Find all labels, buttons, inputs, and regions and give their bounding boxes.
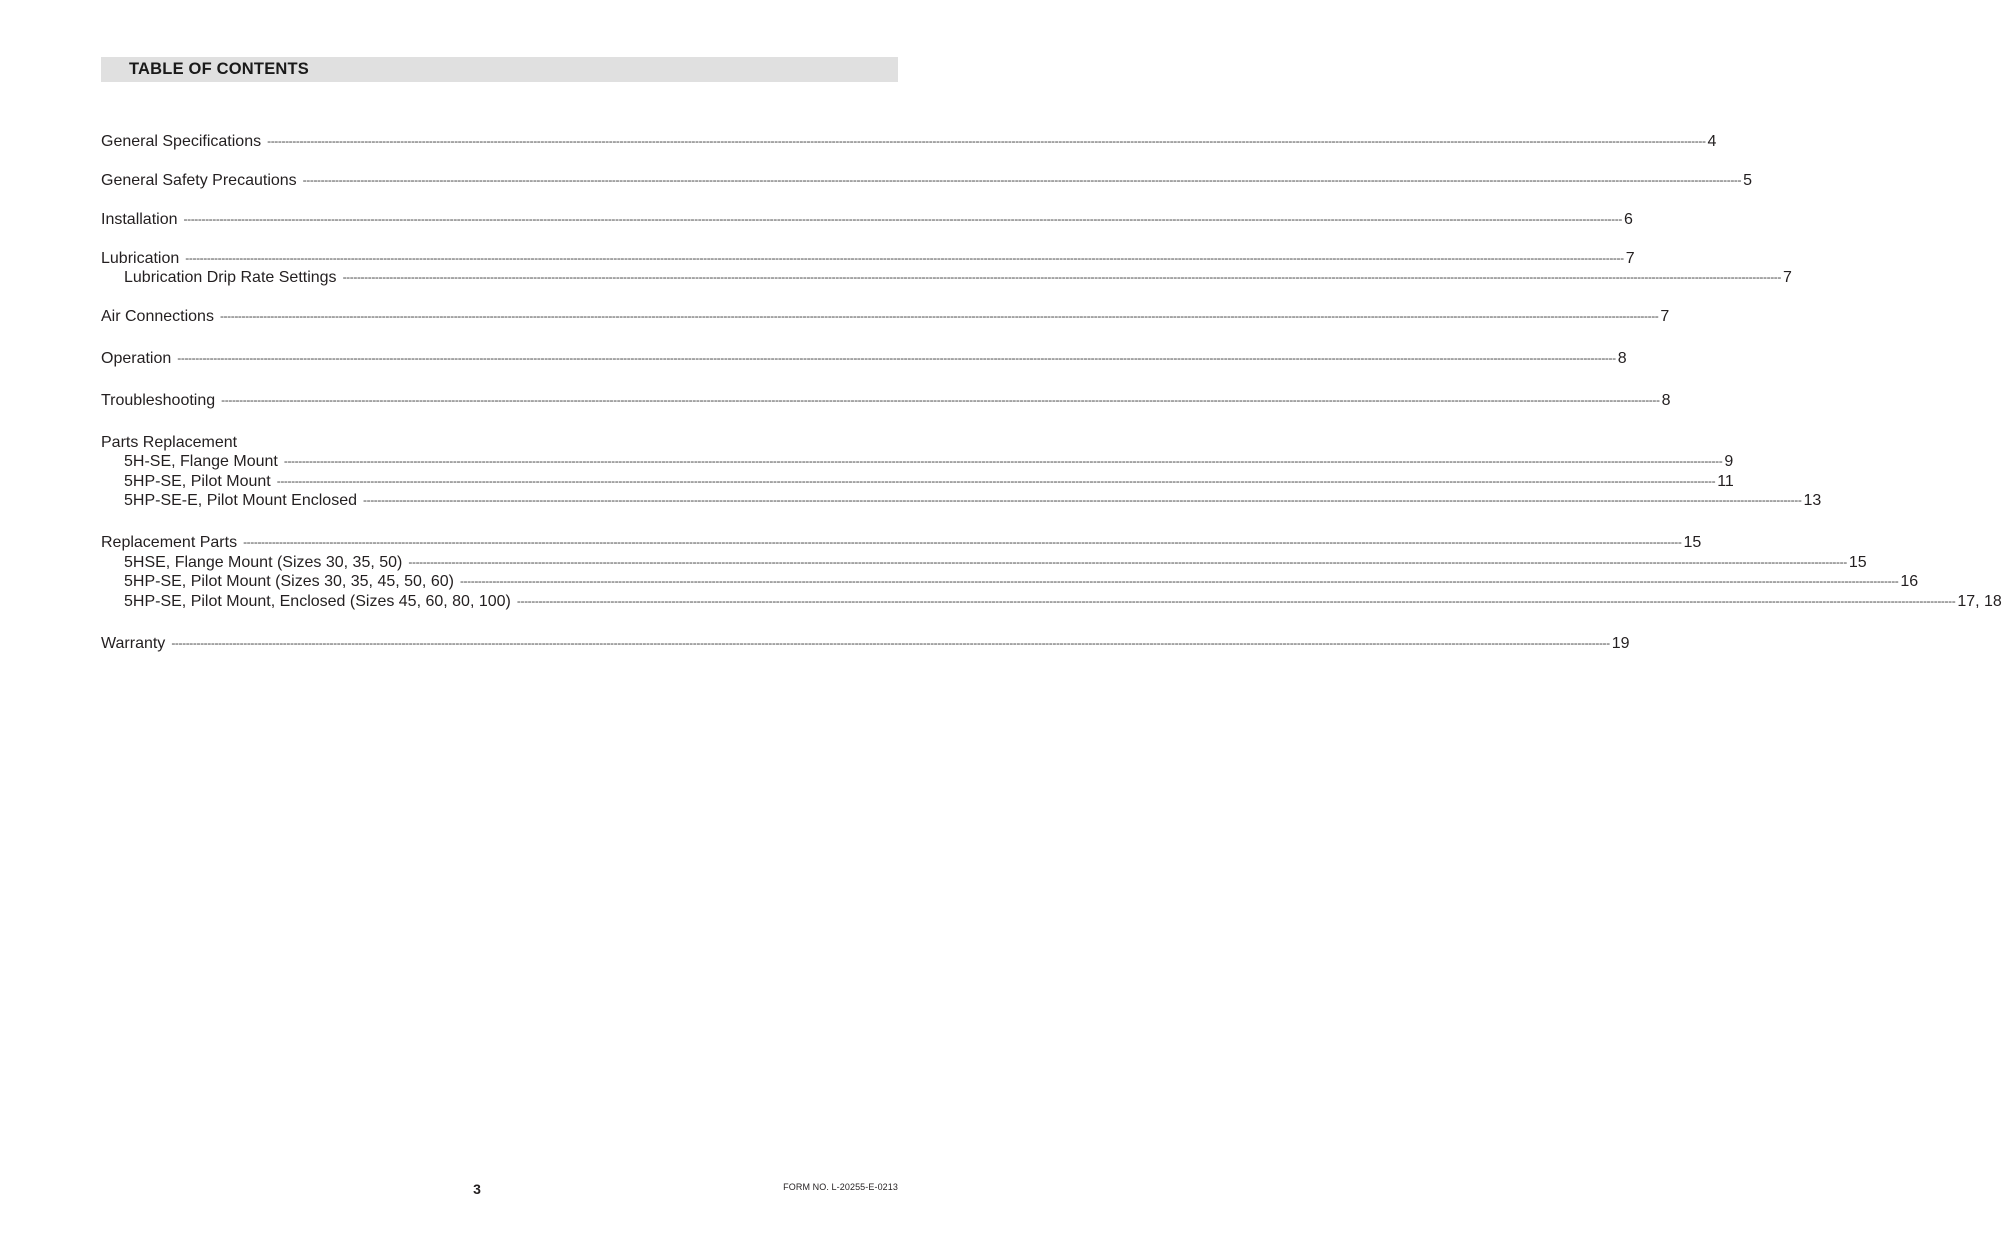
- toc-entry[interactable]: [101, 210, 1633, 230]
- toc-entry-label: Troubleshooting: [101, 392, 216, 409]
- dot-leader: ----------------------------------------------------------------------------------------------------------------------------------------------------------------------------------------------------------------------------------------------------------------------------------------------------------------------------------------------------------------------------------------------------------------: [219, 309, 1659, 323]
- toc-entry-label: General Safety Precautions: [101, 172, 297, 189]
- dot-leader: ----------------------------------------------------------------------------------------------------------------------------------------------------------------------------------------------------------------------------------------------------------------------------------------------------------------------------------------------------------------------------------------------------------------: [302, 173, 1742, 187]
- toc-entry[interactable]: [101, 391, 1671, 411]
- toc-entry-label: Operation: [101, 350, 172, 367]
- toc-subentry[interactable]: [124, 553, 1867, 573]
- page-title: TABLE OF CONTENTS: [129, 60, 310, 78]
- toc-entry[interactable]: [101, 132, 1717, 152]
- dot-leader: ----------------------------------------------------------------------------------------------------------------------------------------------------------------------------------------------------------------------------------------------------------------------------------------------------------------------------------------------------------------------------------------------------------------: [267, 134, 1706, 148]
- header-bar: [101, 57, 898, 82]
- toc-entry-page: 15: [1683, 534, 1702, 551]
- toc-entry[interactable]: [101, 171, 1753, 191]
- toc-entry[interactable]: [101, 533, 1702, 553]
- toc-entry[interactable]: [101, 307, 1670, 327]
- toc-entry-label: 5HP-SE, Pilot Mount: [124, 473, 271, 490]
- toc-entry-page: 19: [1611, 635, 1630, 652]
- toc-subentry[interactable]: [124, 592, 2002, 612]
- toc-entry-page: 11: [1717, 473, 1734, 490]
- toc-entry[interactable]: [101, 249, 1635, 269]
- toc-entry[interactable]: [101, 634, 1630, 654]
- toc-entry[interactable]: [101, 349, 1627, 369]
- toc-entry-label: 5HP-SE, Pilot Mount, Enclosed (Sizes 45, 60, 80, 100): [124, 593, 511, 610]
- dot-leader: ----------------------------------------------------------------------------------------------------------------------------------------------------------------------------------------------------------------------------------------------------------------------------------------------------------------------------------------------------------------------------------------------------------------: [183, 212, 1622, 226]
- toc-entry-page: 17, 18: [1957, 593, 2002, 610]
- dot-leader: ----------------------------------------------------------------------------------------------------------------------------------------------------------------------------------------------------------------------------------------------------------------------------------------------------------------------------------------------------------------------------------------------------------------: [185, 251, 1624, 265]
- toc-entry-page: 4: [1707, 133, 1717, 150]
- dot-leader: ----------------------------------------------------------------------------------------------------------------------------------------------------------------------------------------------------------------------------------------------------------------------------------------------------------------------------------------------------------------------------------------------------------------: [516, 594, 1956, 608]
- form-number: FORM NO. L-20255-E-0213: [783, 1182, 898, 1192]
- toc-entry-label: General Specifications: [101, 133, 262, 150]
- toc-entry-label: 5H-SE, Flange Mount: [124, 453, 278, 470]
- toc-entry-page: 5: [1743, 172, 1753, 189]
- toc-entry[interactable]: [101, 433, 883, 453]
- toc-entry-label: Parts Replacement: [101, 434, 238, 451]
- toc-subentry[interactable]: [124, 472, 1734, 492]
- toc-entry-label: Installation: [101, 211, 178, 228]
- toc-subentry[interactable]: [124, 452, 1734, 472]
- dot-leader: ----------------------------------------------------------------------------------------------------------------------------------------------------------------------------------------------------------------------------------------------------------------------------------------------------------------------------------------------------------------------------------------------------------------: [171, 636, 1610, 650]
- toc-entry-label: Lubrication Drip Rate Settings: [124, 269, 337, 286]
- dot-leader: ----------------------------------------------------------------------------------------------------------------------------------------------------------------------------------------------------------------------------------------------------------------------------------------------------------------------------------------------------------------------------------------------------------------: [342, 270, 1782, 284]
- toc-entry-label: Warranty: [101, 635, 166, 652]
- dot-leader: ----------------------------------------------------------------------------------------------------------------------------------------------------------------------------------------------------------------------------------------------------------------------------------------------------------------------------------------------------------------------------------------------------------------: [283, 454, 1723, 468]
- dot-leader: ----------------------------------------------------------------------------------------------------------------------------------------------------------------------------------------------------------------------------------------------------------------------------------------------------------------------------------------------------------------------------------------------------------------: [408, 555, 1847, 569]
- toc-entry-page: 8: [1661, 392, 1671, 409]
- toc-subentry[interactable]: [124, 572, 1919, 592]
- toc-entry-page: 16: [1900, 573, 1919, 590]
- toc-entry-label: 5HP-SE-E, Pilot Mount Enclosed: [124, 492, 357, 509]
- toc-entry-label: 5HP-SE, Pilot Mount (Sizes 30, 35, 45, 50, 60): [124, 573, 454, 590]
- dot-leader: ----------------------------------------------------------------------------------------------------------------------------------------------------------------------------------------------------------------------------------------------------------------------------------------------------------------------------------------------------------------------------------------------------------------: [459, 574, 1899, 588]
- dot-leader: ----------------------------------------------------------------------------------------------------------------------------------------------------------------------------------------------------------------------------------------------------------------------------------------------------------------------------------------------------------------------------------------------------------------: [177, 351, 1616, 365]
- toc-entry-page: 6: [1623, 211, 1633, 228]
- toc-entry-label: Replacement Parts: [101, 534, 238, 551]
- toc-subentry[interactable]: [124, 268, 1792, 288]
- toc-entry-page: 13: [1803, 492, 1822, 509]
- toc-entry-label: Air Connections: [101, 308, 214, 325]
- page-number: 3: [473, 1181, 481, 1197]
- toc-entry-page: 7: [1660, 308, 1670, 325]
- toc-subentry[interactable]: [124, 491, 1822, 511]
- dot-leader: ----------------------------------------------------------------------------------------------------------------------------------------------------------------------------------------------------------------------------------------------------------------------------------------------------------------------------------------------------------------------------------------------------------------: [243, 535, 1682, 549]
- dot-leader: ----------------------------------------------------------------------------------------------------------------------------------------------------------------------------------------------------------------------------------------------------------------------------------------------------------------------------------------------------------------------------------------------------------------: [221, 393, 1660, 407]
- toc-entry-page: 15: [1848, 554, 1867, 571]
- toc-entry-label: 5HSE, Flange Mount (Sizes 30, 35, 50): [124, 554, 403, 571]
- toc-entry-page: 7: [1625, 250, 1635, 267]
- dot-leader: ----------------------------------------------------------------------------------------------------------------------------------------------------------------------------------------------------------------------------------------------------------------------------------------------------------------------------------------------------------------------------------------------------------------: [363, 493, 1802, 507]
- toc-entry-label: Lubrication: [101, 250, 180, 267]
- toc-entry-page: 9: [1724, 453, 1734, 470]
- toc-entry-page: 8: [1617, 350, 1627, 367]
- toc-entry-page: 7: [1783, 269, 1792, 286]
- dot-leader: ----------------------------------------------------------------------------------------------------------------------------------------------------------------------------------------------------------------------------------------------------------------------------------------------------------------------------------------------------------------------------------------------------------------: [276, 474, 1716, 488]
